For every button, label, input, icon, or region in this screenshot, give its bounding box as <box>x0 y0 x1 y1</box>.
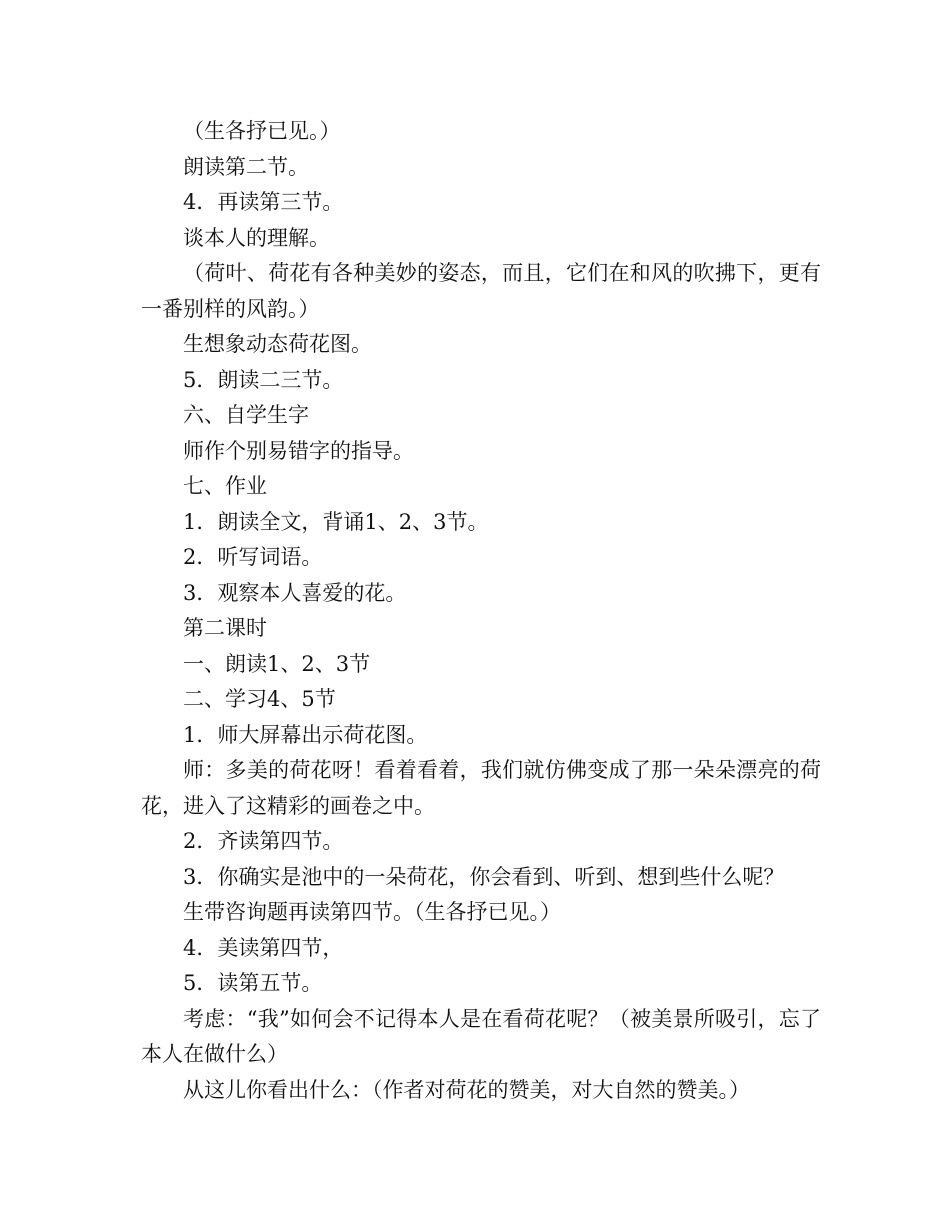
list-item: 4．美读第四节， <box>183 935 344 960</box>
paragraph: （荷叶、荷花有各种美妙的姿态，而且，它们在和风的吹拂下，更有一番别样的风韵。） <box>141 261 821 321</box>
list-item: 2．齐读第四节。 <box>183 829 344 853</box>
document-body <box>141 114 821 1108</box>
section-heading: 第二课时 <box>183 616 267 640</box>
paragraph: 师作个别易错字的指导。 <box>183 438 414 463</box>
list-item: 1．师大屏幕出示荷花图。 <box>183 722 428 747</box>
paragraph: 生带咨询题再读第四节。（生各抒已见。） <box>183 900 561 924</box>
paragraph: 4．再读第三节。 <box>183 190 344 214</box>
section-heading: 六、自学生字 <box>183 403 309 427</box>
list-item: 2．听写词语。 <box>183 545 323 569</box>
paragraph: 5．朗读二三节。 <box>183 367 344 392</box>
paragraph: 考虑：“我”如何会不记得本人是在看荷花呢？（被美景所吸引，忘了本人在做什么） <box>141 1006 821 1066</box>
paragraph: 从这儿你看出什么：（作者对荷花的赞美，对大自然的赞美。） <box>183 1077 750 1102</box>
list-item: 3．观察本人喜爱的花。 <box>183 580 407 605</box>
section-heading: 二、学习4、5节 <box>183 687 336 711</box>
paragraph: 生想象动态荷花图。 <box>183 332 372 356</box>
list-item: 1．朗读全文，背诵1、2、3节。 <box>183 509 489 534</box>
section-heading: 一、朗读1、2、3节 <box>183 651 371 676</box>
paragraph: 朗读第二节。 <box>183 154 309 179</box>
list-item: 5．读第五节。 <box>183 971 323 995</box>
paragraph: 谈本人的理解。 <box>183 225 330 250</box>
list-item: 3．你确实是池中的一朵荷花，你会看到、听到、想到些什么呢？ <box>183 864 785 889</box>
paragraph: 师：多美的荷花呀！看着看着，我们就仿佛变成了那一朵朵漂亮的荷花，进入了这精彩的画卷之中。 <box>141 758 821 818</box>
section-heading: 七、作业 <box>183 474 267 498</box>
paragraph: （生各抒已见。） <box>183 119 341 143</box>
